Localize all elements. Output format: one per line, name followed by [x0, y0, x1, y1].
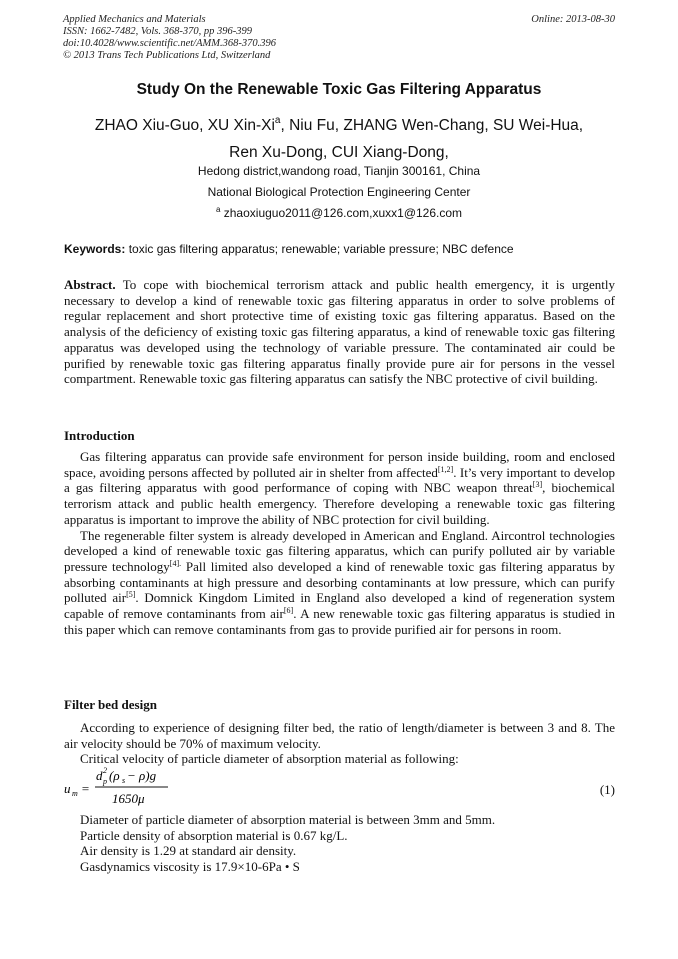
eq-denominator: 1650μ	[112, 791, 145, 806]
keywords-label: Keywords:	[64, 242, 126, 256]
keywords-text: toxic gas filtering apparatus; renewable; variable pressure; NBC defence	[128, 242, 514, 256]
citation-ref: [5]	[126, 590, 136, 600]
intro-p1-text-c: , biochemical terrorism attack and public health emergency. Therefore developing a renewable toxic gas filtering apparatus is important to improve the ability of NBC protection for civil building.	[64, 480, 615, 527]
intro-p1-text-a: Gas filtering apparatus can provide safe environment for person inside building, room and enclosed space, avoiding persons affected by polluted air in shelter from affected	[64, 449, 615, 480]
authors-part-1: ZHAO Xiu-Guo, XU Xin-Xi	[94, 117, 275, 134]
equation-formula	[64, 766, 204, 812]
citation-ref: [4].	[169, 558, 182, 568]
affiliation-email	[0, 206, 678, 220]
email-superscript: a	[215, 205, 221, 214]
copyright-line: © 2013 Trans Tech Publications Ltd, Switzerland	[63, 50, 271, 61]
filter-bed-paragraph-2: Critical velocity of particle diameter of absorption material as following:	[80, 751, 459, 767]
abstract	[64, 277, 615, 387]
issn-line: ISSN: 1662-7482, Vols. 368-370, pp 396-399	[63, 26, 252, 37]
intro-p2-text-b: Pall limited also developed a kind of renewable toxic gas filtering apparatus by absorbing contaminants at high pressure and desorbing contaminants at low pressure, which can purify polluted air	[64, 558, 615, 606]
keywords	[64, 242, 624, 256]
eq-num-rho-sub: s	[122, 776, 126, 785]
eq-num-d-sup: 2	[103, 766, 107, 775]
affiliation-center: National Biological Protection Engineering Center	[207, 185, 471, 199]
intro-p2-text-d: . A new renewable toxic gas filtering apparatus is studied in this paper which can remove contaminants from gas to provide purified air for persons in room.	[64, 606, 615, 637]
equation-1	[64, 766, 615, 810]
filter-bed-heading: Filter bed design	[64, 697, 157, 712]
equation-number: (1)	[599, 782, 615, 797]
parameter-line: Gasdynamics viscosity is 17.9×10-6Pa • S	[80, 859, 300, 875]
intro-p2-text-a: The regenerable filter system is already developed in American and England. Aircontrol technologies developed a kind of renewable toxic gas filtering apparatus, which can purify polluted air by variable pressure technology	[64, 527, 615, 574]
running-header	[63, 14, 615, 62]
authors-line-2: Ren Xu-Dong, CUI Xiang-Dong,	[229, 144, 449, 161]
intro-paragraph-2	[64, 528, 615, 638]
author-superscript: a	[274, 115, 281, 126]
eq-lhs: u	[64, 781, 71, 796]
authors-part-2: , Niu Fu, ZHANG Wen-Chang, SU Wei-Hua,	[280, 117, 584, 134]
author-list	[70, 112, 608, 166]
eq-num-rho: (ρ	[109, 768, 120, 783]
email-text: zhaoxiuguo2011@126.com,xuxx1@126.com	[223, 206, 463, 220]
intro-p2-text-c: . Domnick Kingdom Limited in England also developed a kind of regeneration system capable of remove contaminants from air	[64, 590, 615, 622]
citation-ref: [3]	[532, 480, 543, 490]
eq-num-tail: − ρ)g	[127, 768, 157, 783]
eq-num-d-sub: p	[103, 777, 107, 786]
eq-num-d: d	[96, 768, 103, 783]
eq-equals: =	[81, 781, 90, 796]
introduction-heading: Introduction	[64, 428, 135, 443]
citation-ref: [1,2]	[437, 464, 454, 474]
citation-ref: [6]	[283, 606, 294, 616]
filter-bed-body	[64, 720, 615, 767]
parameter-line: Air density is 1.29 at standard air density.	[80, 843, 297, 859]
introduction-body	[64, 449, 615, 637]
filter-bed-paragraph-1: According to experience of designing filter bed, the ratio of length/diameter is between 3 and 8. The air velocity should be 70% of maximum velocity.	[64, 720, 615, 751]
doi-line: doi:10.4028/www.scientific.net/AMM.368-370.396	[63, 38, 276, 49]
filter-bed-parameters	[64, 812, 615, 875]
intro-p1-text-b: . It’s very important to develop a gas filtering apparatus with good performance of coping with NBC weapon threat	[64, 464, 615, 496]
online-date: Online: 2013-08-30	[531, 14, 615, 25]
journal-name: Applied Mechanics and Materials	[63, 14, 206, 25]
paper-title: Study On the Renewable Toxic Gas Filtering Apparatus	[136, 81, 542, 98]
eq-lhs-sub: m	[72, 789, 78, 798]
abstract-text: To cope with biochemical terrorism attack and public health emergency, it is urgently necessary to develop a kind of renewable toxic gas filtering apparatus in order to solve problems of regular replacement and short protective time of existing toxic gas filtering apparatus. Based on the analysis of the deficiency of existing toxic gas filtering apparatus, a kind of renewable toxic gas filtering apparatus was developed using the technology of variable pressure. The contaminated air could be purified by renewable toxic gas filtering apparatus finally provide pure air for persons in the vessel compartment. Renewable toxic gas filtering apparatus can satisfy the NBC protective of civil building.	[64, 277, 615, 387]
abstract-label: Abstract.	[64, 277, 116, 292]
affiliation-address: Hedong district,wandong road, Tianjin 300161, China	[197, 164, 481, 178]
parameter-line: Particle density of absorption material is 0.67 kg/L.	[80, 827, 348, 843]
intro-paragraph-1	[64, 449, 615, 528]
parameter-line: Diameter of particle diameter of absorption material is between 3mm and 5mm.	[80, 812, 496, 827]
